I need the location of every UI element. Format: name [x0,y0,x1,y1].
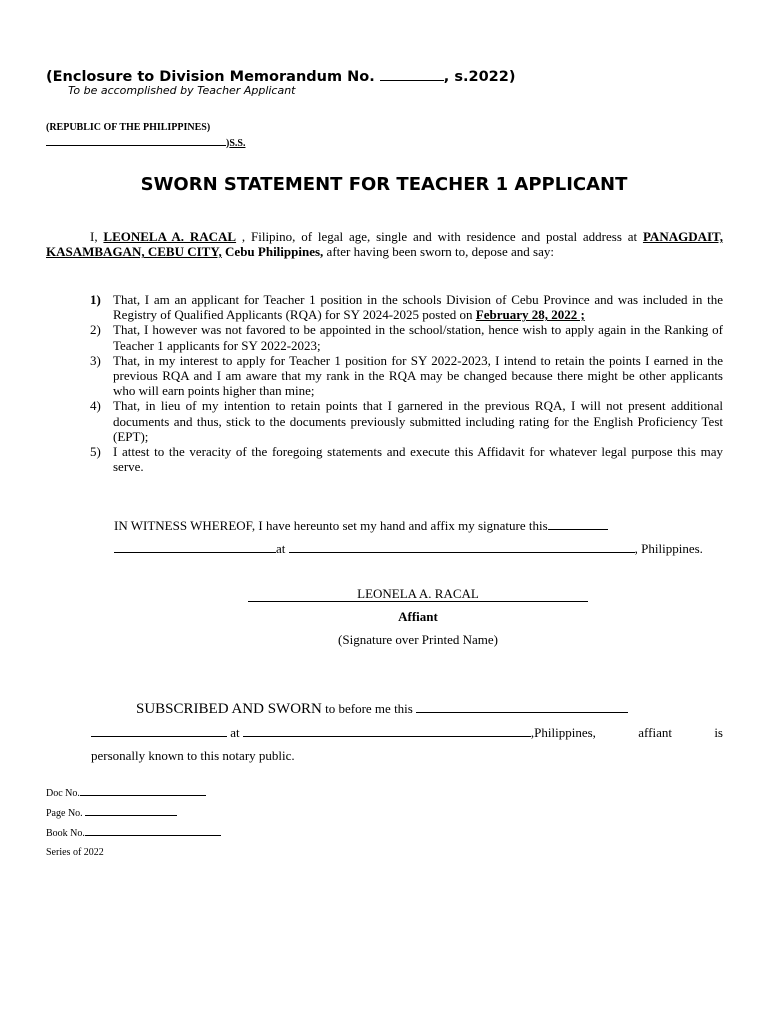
statement-text: That, in lieu of my intention to retain points that I garnered in the previous RQA, I will not present additional documents and thus, stick to the documents previously submitted including rating for the English Proficiency Test (EPT); [113,398,723,444]
signature-date-blank[interactable] [114,540,276,553]
intro-text-2: after having been sworn to, depose and say: [323,244,554,260]
statement-item [76,292,723,322]
statement-number: 1) [90,292,101,307]
posting-date: February 28, 2022 ; [475,307,585,323]
accomplish-note: To be accomplished by Teacher Applicant [68,84,296,97]
affiant-name: LEONELA A. RACAL [248,586,588,602]
notary-is: is [714,725,723,740]
doc-no-blank[interactable] [80,786,206,796]
page-no-label: Page No. [46,808,86,819]
applicant-name: LEONELA A. RACAL [103,229,237,244]
enclosure-suffix: , s.2022) [443,69,516,85]
applicant-country: Cebu Philippines, [221,244,324,260]
statement-number: 3) [90,352,101,368]
ss-label: S.S. [229,138,246,149]
notary-date-blank[interactable] [416,700,628,713]
intro-paragraph [46,229,723,259]
book-no-label: Book No. [46,828,85,839]
witness-line [114,517,608,534]
affiant-label: Affiant [398,609,438,624]
statement-text: I attest to the veracity of the foregoing statements and execute this Affidavit for whatever legal purpose this may serve. [113,444,723,475]
notary-place-line [91,724,723,741]
statement-text: That, in my interest to apply for Teacher 1 position for SY 2022-2023, I intend to retain the points I earned in the previous RQA and I am aware that my rank in the RQA may be changed because there might be other applicants who will earn points higher than mine; [113,352,723,399]
signature-note: (Signature over Printed Name) [338,632,498,647]
statement-number: 5) [90,444,101,460]
venue-blank[interactable] [46,133,226,146]
witness-text: IN WITNESS WHEREOF, I have hereunto set my hand and affix my signature this [114,518,548,533]
statement-item [76,444,723,474]
notary-affiant: affiant [638,725,672,740]
statement-text: That, I however was not favored to be appointed in the school/station, hence wish to apply again in the Ranking of Teacher 1 applicants for SY 2022-2023; [113,322,723,353]
subscribed-heading: SUBSCRIBED AND SWORN [136,701,322,717]
notary-known-line: personally known to this notary public. [91,748,295,763]
notary-place-blank[interactable] [243,724,531,737]
statement-number: 4) [90,398,101,414]
enclosure-heading [46,68,515,85]
statement-number: 2) [90,322,101,338]
intro-text-1: , Filipino, of legal age, single and with residence and postal address at [236,229,643,244]
signature-place-blank[interactable] [289,540,635,553]
signature-day-blank[interactable] [548,517,608,530]
ss-paren: ) [226,138,230,149]
subscribed-rest: to before me this [321,701,417,716]
page-no-line [46,806,177,819]
intro-lead: I, [90,229,104,244]
statement-item [76,353,723,399]
book-no-blank[interactable] [85,826,221,836]
memorandum-number-blank[interactable] [380,68,444,81]
witness-at: at [276,541,289,556]
notary-at: at [227,725,243,740]
page-no-blank[interactable] [85,806,177,816]
notary-day-blank[interactable] [91,724,227,737]
doc-no-line [46,786,206,799]
notary-philippines: ,Philippines, [530,725,596,740]
statement-list [76,292,723,474]
enclosure-prefix: (Enclosure to Division Memorandum No. [46,69,380,85]
statement-item [76,322,723,352]
subscribed-line [136,700,628,718]
doc-no-label: Doc No. [46,788,80,799]
republic-line: (REPUBLIC OF THE PHILIPPINES) [46,122,211,133]
document-title: SWORN STATEMENT FOR TEACHER 1 APPLICANT [140,174,628,195]
ss-line [46,133,245,149]
applicant-address: PANAGDAIT, KASAMBAGAN, CEBU CITY, [46,229,723,260]
book-no-line [46,826,221,839]
witness-philippines: , Philippines. [634,541,703,556]
notary-place-group [91,724,596,741]
series-line: Series of 2022 [46,847,104,858]
statement-text: That, I am an applicant for Teacher 1 position in the schools Division of Cebu Province and was included in the Registry of Qualified Applicants (RQA) for SY 2024-2025 posted on [113,292,723,323]
witness-place-line [114,540,703,557]
statement-item [76,398,723,444]
